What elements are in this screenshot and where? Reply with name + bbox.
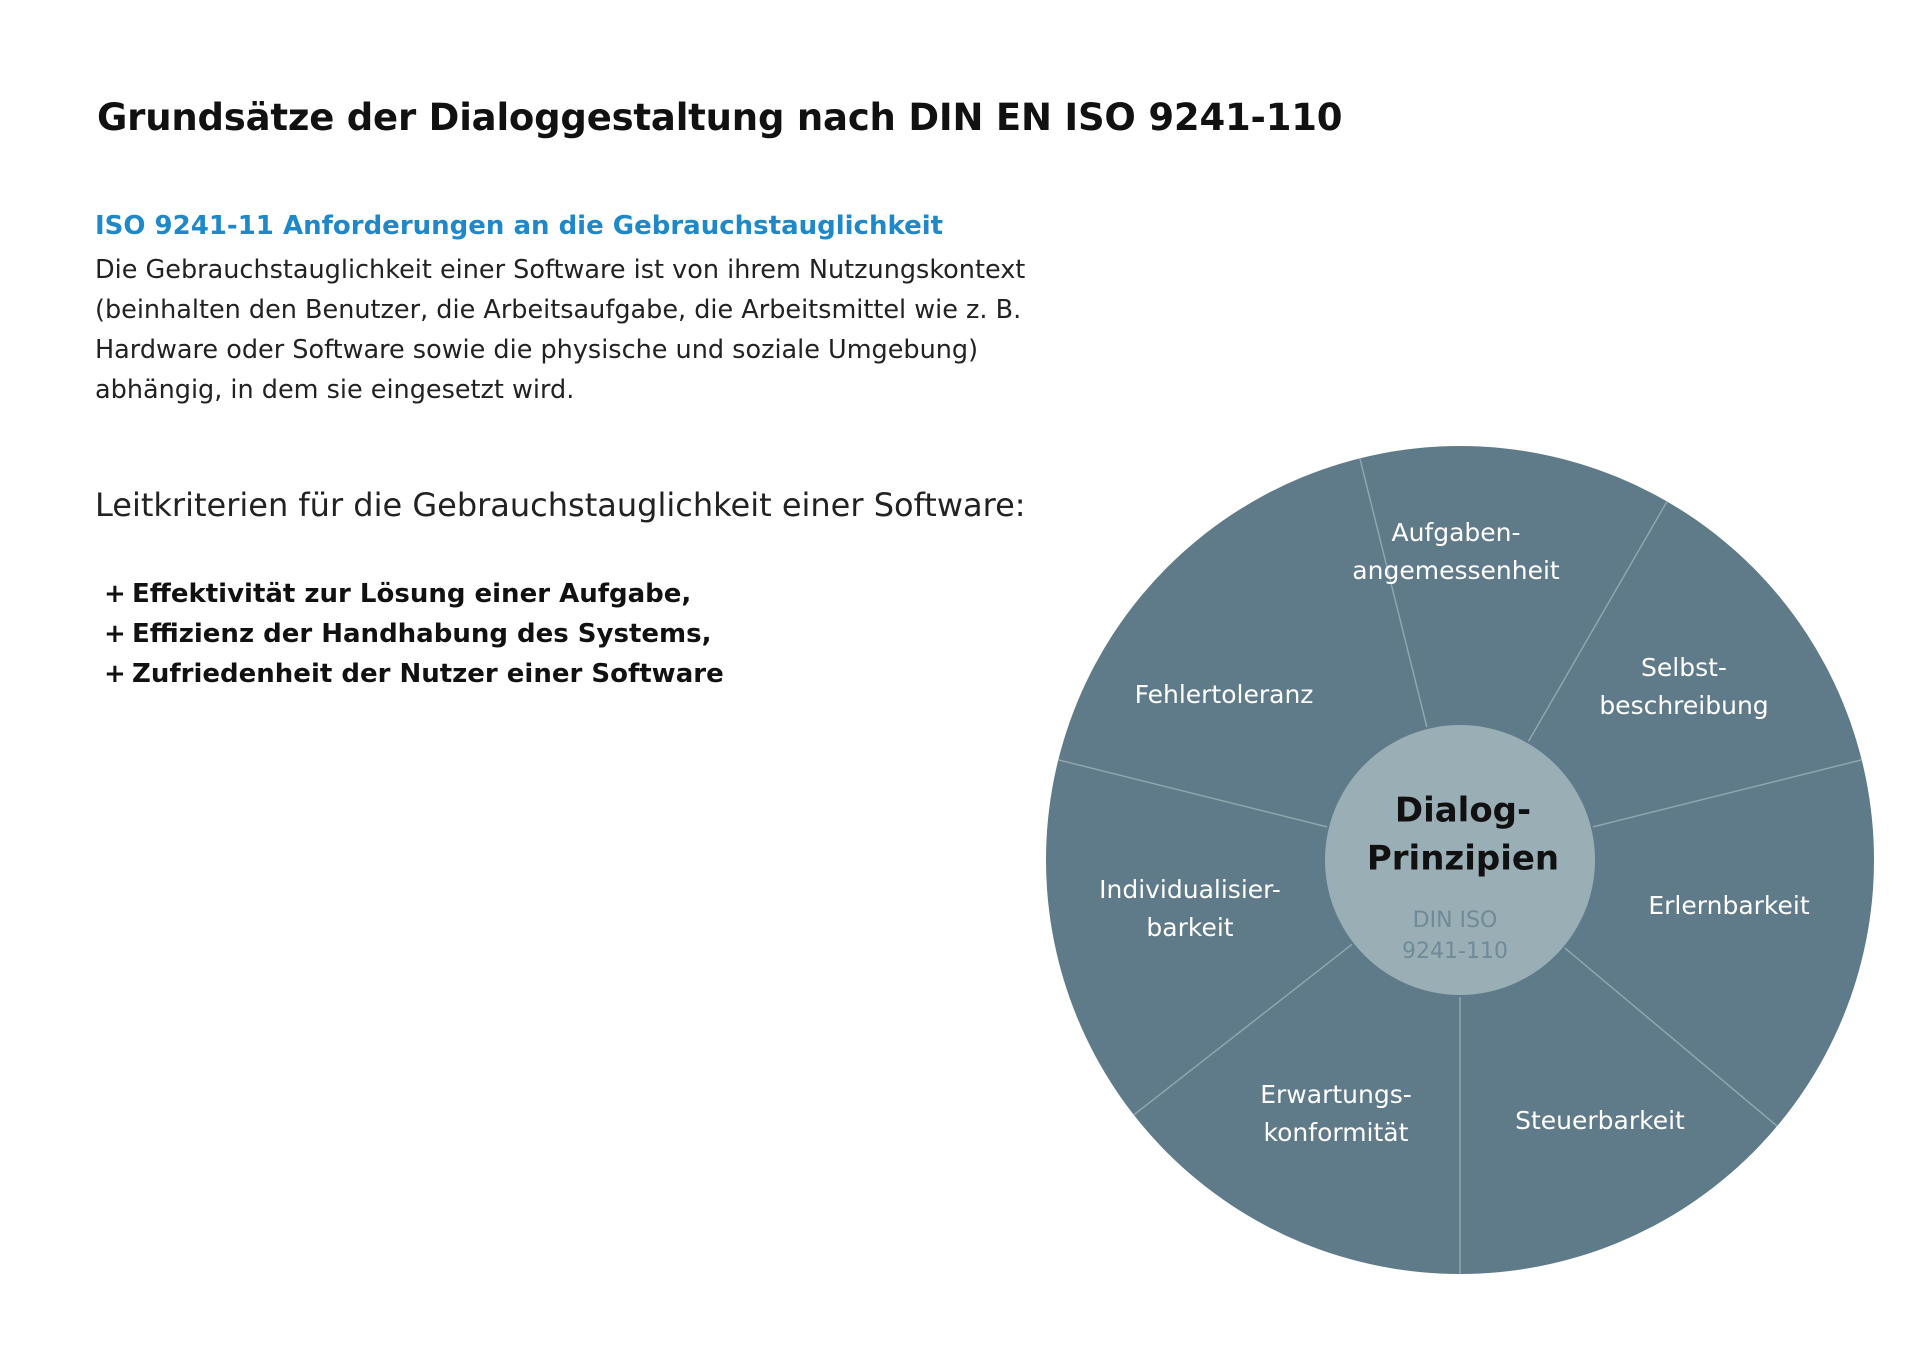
wheel-center-sub-line: DIN ISO (1412, 908, 1498, 933)
criteria-item-label: Effektivität zur Lösung einer Aufgabe, (132, 579, 692, 609)
wheel-segment-label (1135, 680, 1314, 709)
wheel-segment-label-line: konformität (1263, 1118, 1409, 1147)
wheel-segment-label-line: Erwartungs- (1260, 1080, 1412, 1109)
plus-bullet: + (104, 619, 126, 649)
plus-bullet: + (104, 579, 126, 609)
wheel-center-sub-line: 9241-110 (1402, 939, 1508, 964)
intro-heading: ISO 9241-11 Anforderungen an die Gebrauchstauglichkeit (95, 211, 944, 241)
criteria-item-label: Effizienz der Handhabung des Systems, (132, 619, 712, 649)
wheel-segment-label-line: Individualisier- (1099, 875, 1281, 904)
intro-line: Die Gebrauchstauglichkeit einer Software ist von ihrem Nutzungskontext (95, 255, 1026, 285)
plus-bullet: + (104, 659, 126, 689)
wheel-segment-label-line: beschreibung (1599, 691, 1769, 720)
wheel-segment-label-line: Fehlertoleranz (1134, 680, 1314, 709)
wheel-segment-label (1648, 891, 1809, 920)
wheel-segment-label-line: Selbst- (1641, 653, 1727, 682)
wheel-segment-label-line: barkeit (1146, 913, 1234, 942)
criteria-lead: Leitkriterien für die Gebrauchstauglichkeit einer Software: (95, 486, 1026, 524)
criteria-item-label: Zufriedenheit der Nutzer einer Software (132, 659, 724, 689)
intro-line: (beinhalten den Benutzer, die Arbeitsaufgabe, die Arbeitsmittel wie z. B. (95, 295, 1022, 325)
wheel-center-title-line: Prinzipien (1366, 838, 1560, 879)
intro-line: Hardware oder Software sowie die physische und soziale Umgebung) (95, 335, 979, 365)
wheel-segment-label-line: Aufgaben- (1391, 518, 1521, 547)
wheel-segment-label-line: Steuerbarkeit (1515, 1106, 1685, 1135)
page-title: Grundsätze der Dialoggestaltung nach DIN EN ISO 9241-110 (97, 96, 1343, 139)
wheel-segment-label-line: Erlernbarkeit (1648, 891, 1810, 920)
intro-line: abhängig, in dem sie eingesetzt wird. (95, 375, 575, 405)
wheel-center-title-line: Dialog- (1394, 790, 1532, 831)
wheel-segment-label (1515, 1106, 1685, 1135)
wheel-segment-label-line: angemessenheit (1352, 556, 1560, 585)
